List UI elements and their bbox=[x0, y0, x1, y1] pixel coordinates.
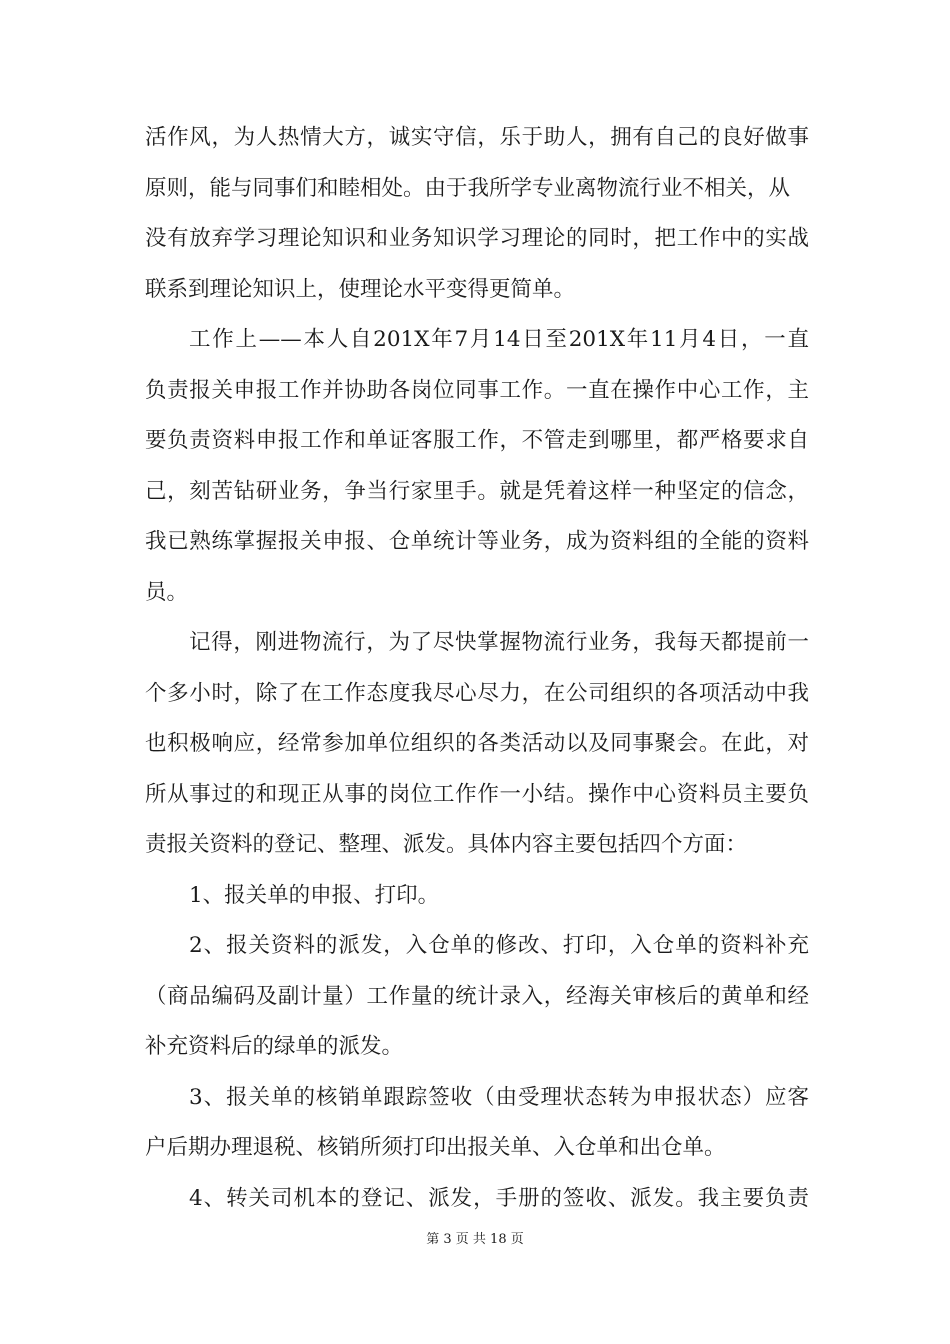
paragraph-line: 己，刻苦钻研业务，争当行家里手。就是凭着这样一种坚定的信念， bbox=[145, 478, 809, 504]
paragraph-line: 联系到理论知识上，使理论水平变得更简单。 bbox=[145, 276, 576, 302]
list-item-line: 4、转关司机本的登记、派发，手册的签收、派发。我主要负责 bbox=[189, 1185, 809, 1211]
list-item-line: 1、报关单的申报、打印。 bbox=[189, 882, 440, 908]
paragraph-line: 我已熟练掌握报关申报、仓单统计等业务，成为资料组的全能的资料 bbox=[145, 529, 809, 554]
paragraph-line: 工作上——本人自201X年7月14日至201X年11月4日，一直 bbox=[189, 327, 809, 352]
paragraph-line: 员。 bbox=[145, 579, 189, 605]
paragraph-line: 个多小时，除了在工作态度我尽心尽力，在公司组织的各项活动中我 bbox=[145, 680, 809, 706]
list-item-line: 3、报关单的核销单跟踪签收（由受理状态转为申报状态）应客 bbox=[189, 1084, 809, 1110]
paragraph-line: 所从事过的和现正从事的岗位工作作一小结。操作中心资料员主要负 bbox=[145, 781, 809, 807]
document-body bbox=[145, 113, 809, 1224]
paragraph-line: 记得，刚进物流行，为了尽快掌握物流行业务，我每天都提前一 bbox=[189, 630, 809, 655]
page-number-footer: 第 3 页 共 18 页 bbox=[426, 1232, 524, 1247]
list-item-line: （商品编码及副计量）工作量的统计录入，经海关审核后的黄单和经 bbox=[145, 983, 809, 1009]
list-item-line: 补充资料后的绿单的派发。 bbox=[145, 1034, 404, 1059]
paragraph-line: 也积极响应，经常参加单位组织的各类活动以及同事聚会。在此，对 bbox=[145, 731, 809, 756]
list-item-line: 2、报关资料的派发，入仓单的修改、打印，入仓单的资料补充 bbox=[189, 933, 809, 958]
paragraph-line: 原则，能与同事们和睦相处。由于我所学专业离物流行业不相关，从 bbox=[145, 175, 791, 201]
paragraph-line: 责报关资料的登记、整理、派发。具体内容主要包括四个方面： bbox=[145, 832, 748, 857]
list-item-line: 户后期办理退税、核销所须打印出报关单、入仓单和出仓单。 bbox=[145, 1135, 726, 1160]
paragraph-line: 活作风，为人热情大方，诚实守信，乐于助人，拥有自己的良好做事 bbox=[145, 125, 809, 150]
paragraph-line: 负责报关申报工作并协助各岗位同事工作。一直在操作中心工作，主 bbox=[145, 377, 809, 403]
paragraph-line: 要负责资料申报工作和单证客服工作，不管走到哪里，都严格要求自 bbox=[145, 428, 809, 453]
paragraph-line: 没有放弃学习理论知识和业务知识学习理论的同时，把工作中的实战 bbox=[145, 226, 809, 251]
